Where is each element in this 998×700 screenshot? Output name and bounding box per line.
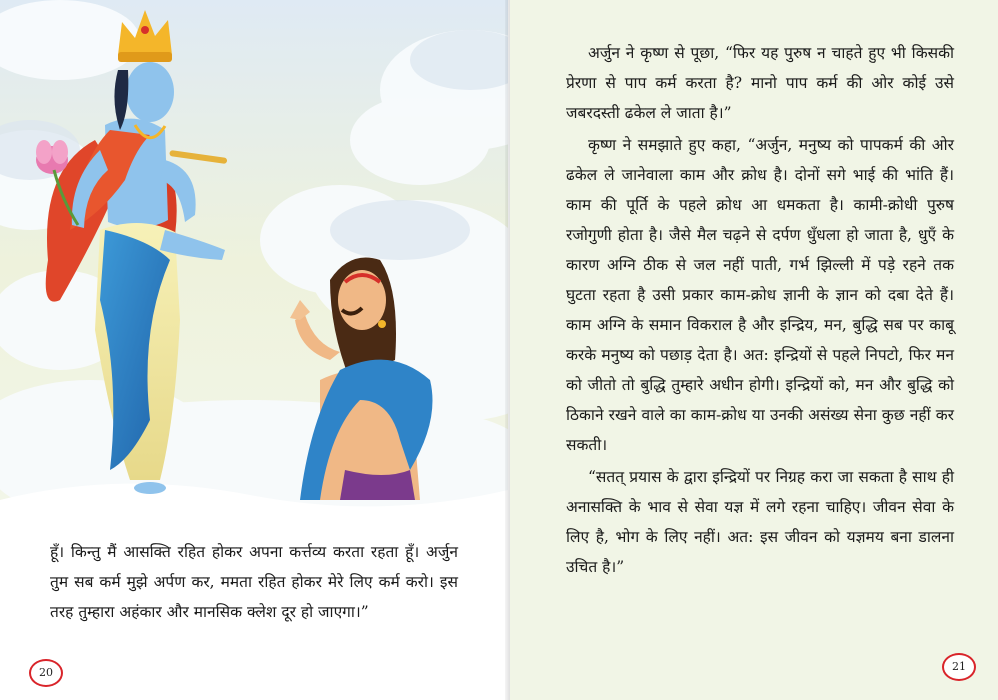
left-page-text bbox=[50, 537, 458, 627]
left-paragraph: हूँ। किन्तु मैं आसक्ति रहित होकर अपना कर्त्तव्य करता रहता हूँ। अर्जुन तुम सब कर्म मुझे अर्पण कर, ममता रहित होकर मेरे लिए कर्म करो। इस तरह तुम्हारा अहंकार और मानसिक क्लेश दूर हो जाएगा।” bbox=[50, 543, 458, 621]
right-page-text bbox=[566, 38, 954, 582]
page-number-left: 20 bbox=[29, 659, 63, 687]
illustration-art bbox=[0, 0, 508, 528]
right-paragraph-3: “सतत् प्रयास के द्वारा इन्द्रियों पर निग्रह करा जा सकता है साथ ही अनासक्ति के भाव से सेवा यज्ञ में लगे रहना चाहिए। जीवन सेवा के लिए है, भोग के लिए नहीं। अत: इस जीवन को यज्ञमय बना डालना उचित है।” bbox=[566, 468, 954, 576]
page-number-right: 21 bbox=[942, 653, 976, 681]
krishna-arjuna-illustration bbox=[0, 0, 508, 528]
right-paragraph-2: कृष्ण ने समझाते हुए कहा, “अर्जुन, मनुष्य को पापकर्म की ओर ढकेल ले जानेवाला काम और क्रोध है। दोनों सगे भाई की भांति हैं। काम की पूर्ति के पहले क्रोध आ धमकता है। कामी-क्रोधी पुरुष रजोगुणी होता है। जैसे मैल चढ़ने से दर्पण धुँधला हो जाता है, धुएँ के कारण अग्नि ठीक से जल नहीं पाती, गर्भ झिल्ली में पड़े रहने तक घुटता रहता है उसी प्रकार काम-क्रोध ज्ञानी के ज्ञान को दबा देते हैं। काम अग्नि के समान विकराल है और इन्द्रिय, मन, बुद्धि सब पर काबू करके मनुष्य को पछाड़ देता है। अत: इन्द्रियों से पहले निपटो, फिर मन को जीतो तो बुद्धि तुम्हारे अधीन होगी। इन्द्रियों को, मन और बुद्धि को ठिकाने रखने वाले का काम-क्रोध या उनकी असंख्य सेना कुछ नहीं कर सकती। bbox=[566, 136, 954, 454]
right-paragraph-1: अर्जुन ने कृष्ण से पूछा, “फिर यह पुरुष न चाहते हुए भी किसकी प्रेरणा से पाप कर्म करता है? मानो पाप कर्म की ओर कोई उसे जबरदस्ती ढकेल ले जाता है।” bbox=[566, 44, 954, 122]
